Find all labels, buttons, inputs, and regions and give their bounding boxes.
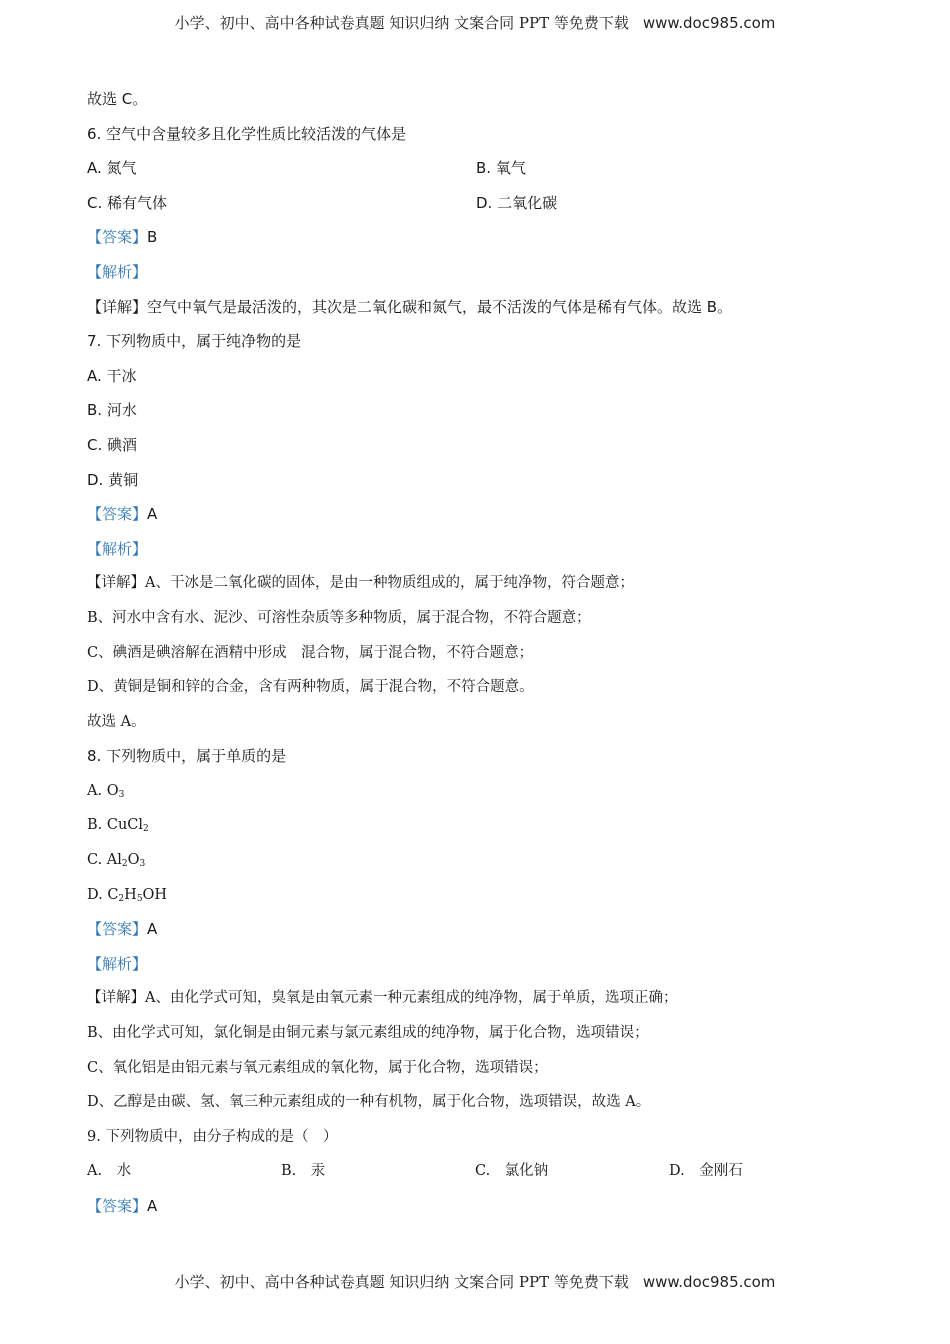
explanation-line: B、由化学式可知，氯化铜是由铜元素与氯元素组成的纯净物，属于化合物，选项错误； [87, 1025, 649, 1042]
formula-text: A. O [87, 782, 119, 799]
header-url[interactable]: www.doc985.com [642, 14, 776, 32]
option-a: A. 干冰 [87, 366, 137, 385]
formula-text: D. C [87, 886, 119, 903]
answer-line [87, 1191, 867, 1226]
answer-line [87, 222, 867, 257]
answer-tag: 【答案】 [87, 920, 148, 939]
answer-value: A [147, 505, 158, 524]
page-header [0, 12, 950, 33]
explanation-text: A、干冰是二氧化碳的固体，是由一种物质组成的，属于纯净物，符合题意； [145, 575, 634, 592]
options-row [87, 188, 867, 223]
explanation-line [87, 983, 867, 1018]
document-body [87, 84, 867, 1226]
formula-text: O [127, 852, 140, 869]
explanation-text: 空气中氧气是最活泼的，其次是二氧化碳和氮气，最不活泼的气体是稀有气体。故选 B。 [147, 297, 733, 316]
explanation-line [87, 292, 867, 327]
option-d: D. 二氧化碳 [476, 193, 558, 212]
formula-subscript: 5 [136, 893, 143, 904]
question-9: 9. 下列物质中，由分子构成的是（ ） [87, 1128, 338, 1145]
formula-text: C. Al [87, 852, 122, 869]
option-b: B. 河水 [87, 401, 137, 420]
option-a [87, 776, 867, 811]
formula-subscript: 2 [143, 824, 149, 835]
explanation-tag: 【详解】 [87, 575, 145, 592]
option-a: A. 水 [87, 1163, 132, 1180]
explanation-line: C、碘酒是碘溶解在酒精中形成 混合物，属于混合物，不符合题意； [87, 644, 534, 661]
option-a: A. 氮气 [87, 159, 137, 178]
option-d: D. 黄铜 [87, 470, 139, 489]
text-line: 故选 C。 [87, 90, 148, 108]
header-text: 小学、初中、高中各种试卷真题 知识归纳 文案合同 PPT 等免费下载 [174, 14, 629, 32]
option-c: C. 碘酒 [87, 435, 138, 454]
answer-tag: 【答案】 [87, 1197, 148, 1215]
option-d [87, 880, 867, 915]
option-d: D. 金刚石 [669, 1163, 743, 1180]
explanation-line [87, 568, 867, 603]
formula-subscript: 2 [118, 893, 125, 904]
analysis-tag: 【解析】 [87, 539, 148, 558]
answer-value: B [147, 228, 158, 247]
options-row [87, 153, 867, 188]
options-row [87, 1156, 867, 1191]
footer-text: 小学、初中、高中各种试卷真题 知识归纳 文案合同 PPT 等免费下载 [174, 1273, 629, 1291]
formula-text: H [124, 886, 137, 903]
question-8: 8. 下列物质中，属于单质的是 [87, 747, 287, 766]
explanation-tag: 【详解】 [87, 297, 148, 316]
answer-line [87, 914, 867, 949]
answer-tag: 【答案】 [87, 228, 148, 247]
explanation-text: A、由化学式可知，臭氧是由氧元素一种元素组成的纯净物，属于单质，选项正确； [145, 990, 678, 1007]
question-6: 6. 空气中含量较多且化学性质比较活泼的气体是 [87, 124, 407, 143]
explanation-tag: 【详解】 [87, 990, 145, 1007]
option-b: B. 氧气 [476, 159, 526, 178]
explanation-line: B、河水中含有水、泥沙、可溶性杂质等多种物质，属于混合物，不符合题意； [87, 609, 591, 626]
formula-text: B. CuCl [87, 817, 144, 834]
analysis-tag: 【解析】 [87, 954, 148, 973]
page-footer [0, 1271, 950, 1292]
conclusion-line: 故选 A。 [87, 713, 146, 730]
answer-line [87, 499, 867, 534]
formula-subscript: 2 [121, 859, 128, 870]
footer-url[interactable]: www.doc985.com [642, 1273, 776, 1291]
analysis-tag: 【解析】 [87, 262, 148, 281]
formula-subscript: 3 [139, 859, 146, 870]
option-b [87, 810, 867, 845]
option-c: C. 氯化钠 [475, 1163, 549, 1180]
explanation-line: D、乙醇是由碳、氢、氧三种元素组成的一种有机物，属于化合物，选项错误，故选 A。 [87, 1094, 651, 1111]
answer-value: A [147, 1197, 158, 1215]
answer-tag: 【答案】 [87, 505, 148, 524]
formula-subscript: 3 [118, 789, 125, 800]
formula-text: OH [142, 886, 168, 903]
answer-value: A [147, 920, 158, 939]
option-b: B. 汞 [281, 1163, 326, 1180]
question-7: 7. 下列物质中，属于纯净物的是 [87, 332, 302, 351]
option-c [87, 845, 867, 880]
option-c: C. 稀有气体 [87, 193, 168, 212]
explanation-line: D、黄铜是铜和锌的合金，含有两种物质，属于混合物，不符合题意。 [87, 679, 534, 696]
explanation-line: C、氧化铝是由铝元素与氧元素组成的氧化物，属于化合物，选项错误； [87, 1059, 548, 1076]
